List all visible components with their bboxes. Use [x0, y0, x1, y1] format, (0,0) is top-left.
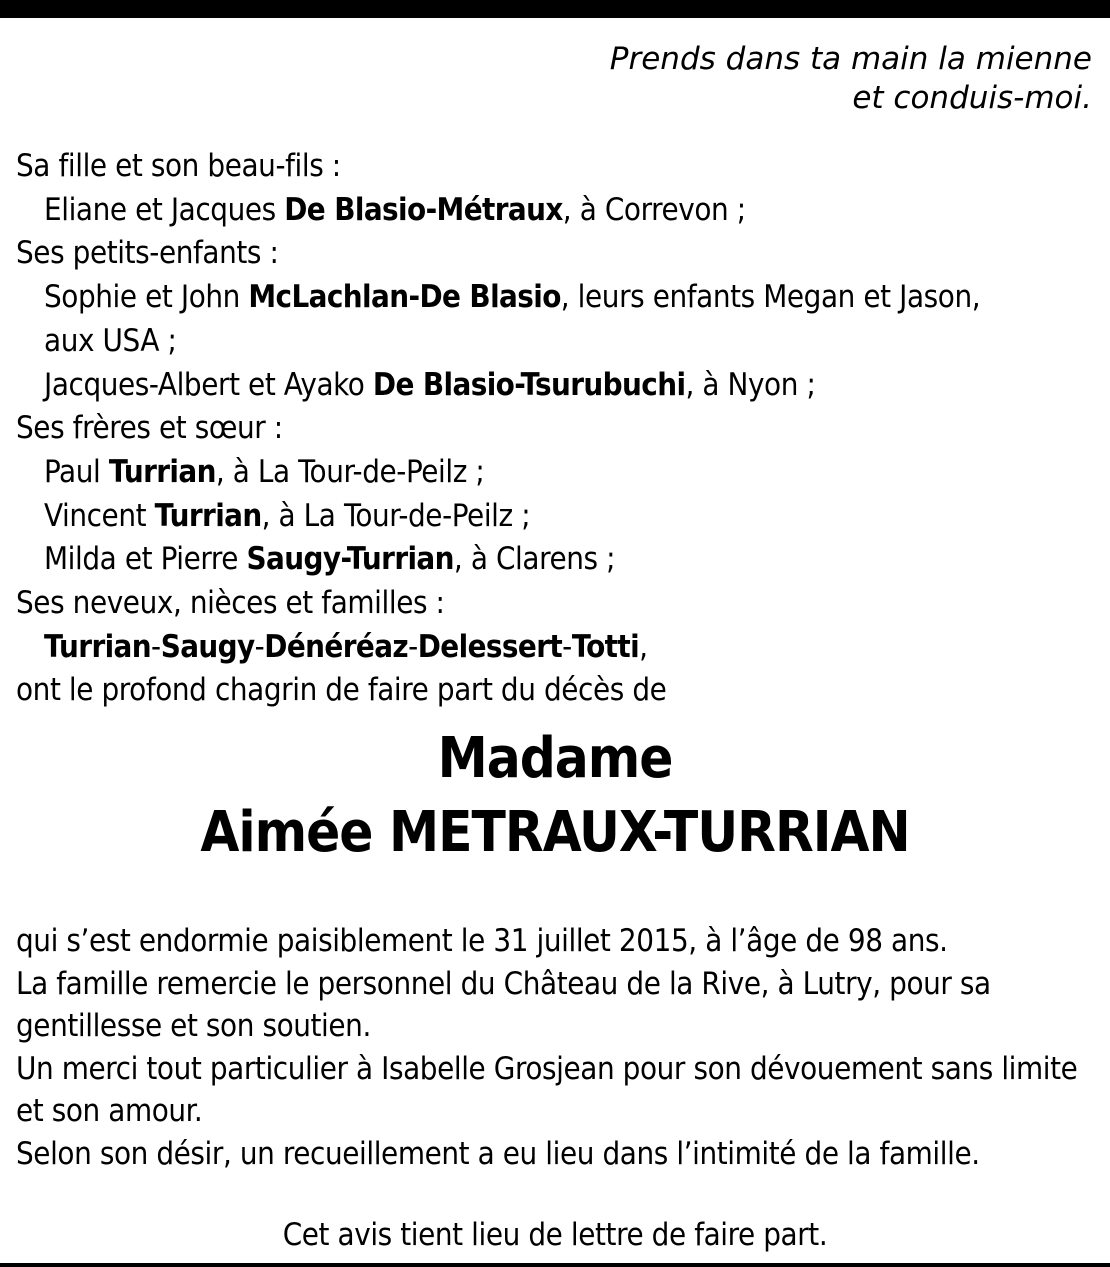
notice-body — [16, 920, 1096, 1175]
family-list — [16, 145, 1096, 713]
body-paragraph-3: Un merci tout particulier à Isabelle Grosjean pour son dévouement sans limite et son amour. — [16, 1050, 1078, 1129]
family-name: Turrian — [154, 497, 262, 534]
daughter-entry — [16, 189, 1096, 233]
entry-prefix: Vincent — [44, 497, 155, 534]
family-name: De Blasio-Métraux — [284, 191, 563, 228]
family-name: Dénéréaz — [264, 628, 409, 665]
siblings-heading: Ses frères et sœur : — [16, 410, 283, 447]
family-name: Delessert — [417, 628, 563, 665]
grandchild-entry-1-continued: aux USA ; — [44, 322, 177, 359]
family-name: McLachlan-De Blasio — [248, 279, 561, 316]
dash: - — [254, 628, 265, 665]
epigraph — [392, 40, 1092, 118]
entry-location: , leurs enfants Megan et Jason, — [560, 279, 981, 316]
epigraph-line-1: Prends dans ta main la mienne — [609, 41, 1092, 77]
entry-prefix: Eliane et Jacques — [44, 191, 285, 228]
grandchild-entry-1 — [16, 276, 1096, 320]
daughter-heading: Sa fille et son beau-fils : — [16, 148, 341, 184]
entry-prefix: Jacques-Albert et Ayako — [44, 366, 373, 403]
deceased-block — [0, 722, 1110, 870]
body-paragraph-4: Selon son désir, un recueillement a eu lieu dans l’intimité de la famille. — [16, 1135, 980, 1172]
relatives-entry — [16, 626, 1096, 670]
sibling-entry-1 — [16, 451, 1096, 495]
closing-note: Cet avis tient lieu de lettre de faire part. — [282, 1217, 828, 1253]
grandchildren-heading: Ses petits-enfants : — [16, 235, 279, 272]
body-paragraph-2: La famille remercie le personnel du Château de la Rive, à Lutry, pour sa gentillesse et son soutien. — [16, 965, 991, 1044]
entry-location: , à La Tour-de-Peilz ; — [215, 453, 485, 490]
body-paragraph-1: qui s’est endormie paisiblement le 31 juillet 2015, à l’âge de 98 ans. — [16, 923, 948, 959]
dash: - — [408, 628, 418, 665]
family-name: Turrian — [44, 628, 152, 665]
entry-prefix: Paul — [44, 453, 109, 490]
bottom-border-rule — [0, 1263, 1110, 1267]
family-name: Saugy-Turrian — [246, 541, 454, 578]
dash: - — [562, 628, 572, 665]
entry-location: , à La Tour-de-Peilz ; — [261, 497, 531, 534]
family-name: De Blasio-Tsurubuchi — [372, 366, 686, 403]
entry-location: , à Clarens ; — [453, 541, 616, 578]
announcement-text: ont le profond chagrin de faire part du décès de — [16, 672, 667, 709]
epigraph-line-2: et conduis-moi. — [852, 80, 1092, 116]
dash: - — [151, 628, 161, 665]
entry-prefix: Sophie et John — [44, 279, 249, 316]
relatives-heading: Ses neveux, nièces et familles : — [16, 585, 445, 622]
sibling-entry-3 — [16, 538, 1096, 582]
punctuation: , — [639, 628, 648, 665]
deceased-name: Aimée METRAUX-TURRIAN — [200, 800, 910, 865]
entry-prefix: Milda et Pierre — [44, 541, 247, 578]
entry-location: , à Correvon ; — [562, 191, 746, 228]
top-border-rule — [0, 0, 1110, 18]
family-name: Turrian — [108, 453, 216, 490]
deceased-title: Madame — [437, 726, 673, 791]
family-name: Saugy — [160, 628, 255, 665]
family-name: Totti — [571, 628, 640, 665]
sibling-entry-2 — [16, 495, 1096, 539]
entry-location: , à Nyon ; — [685, 366, 816, 403]
grandchild-entry-2 — [16, 364, 1096, 408]
